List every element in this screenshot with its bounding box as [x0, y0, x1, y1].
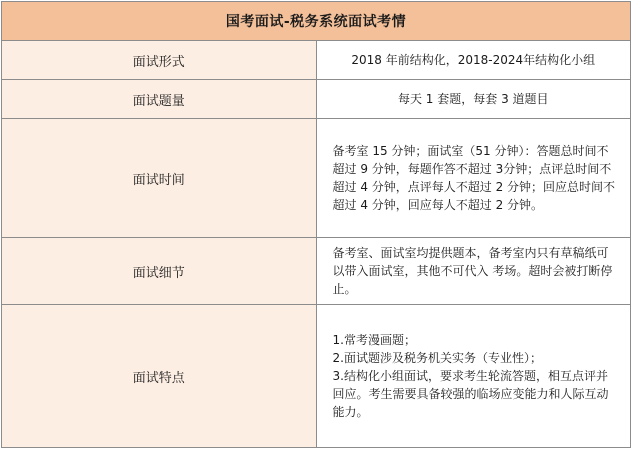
row-value-details: 备考室、面试室均提供题本，备考室内只有草稿纸可以带入面试室，其他不可代入 考场。超时会被打断停止。: [316, 238, 631, 305]
row-value-features: [316, 305, 631, 448]
feature-item-3: 3.结构化小组面试，要求考生轮流答题，相互点评并回应。考生需要具备较强的临场应变能力和人际互动能力。: [332, 369, 609, 419]
row-value-time: 备考室 15 分钟；面试室（51 分钟）：答题总时间不超过 9 分钟，每题作答不超过 3分钟；点评总时间不超过 4 分钟，点评每人不超过 2 分钟；回应总时间不超过 4 分钟，回应每人不超过 2 分钟。: [316, 119, 631, 238]
feature-item-1: 1.常考漫画题；: [332, 333, 416, 347]
table-row: [2, 80, 631, 119]
title-row: [2, 2, 631, 41]
row-label-features: 面试特点: [2, 305, 317, 448]
exam-info-table: [1, 1, 631, 448]
row-value-format: 2018 年前结构化，2018-2024年结构化小组: [316, 41, 631, 80]
row-label-time: 面试时间: [2, 119, 317, 238]
feature-item-2: 2.面试题涉及税务机关实务（专业性）；: [332, 351, 542, 365]
row-label-quantity: 面试题量: [2, 80, 317, 119]
row-value-quantity: 每天 1 套题，每套 3 道题目: [316, 80, 631, 119]
table-title: 国考面试-税务系统面试考情: [2, 2, 631, 41]
table-row: [2, 305, 631, 448]
row-label-format: 面试形式: [2, 41, 317, 80]
table-row: [2, 238, 631, 305]
row-label-details: 面试细节: [2, 238, 317, 305]
table-row: [2, 119, 631, 238]
table-row: [2, 41, 631, 80]
